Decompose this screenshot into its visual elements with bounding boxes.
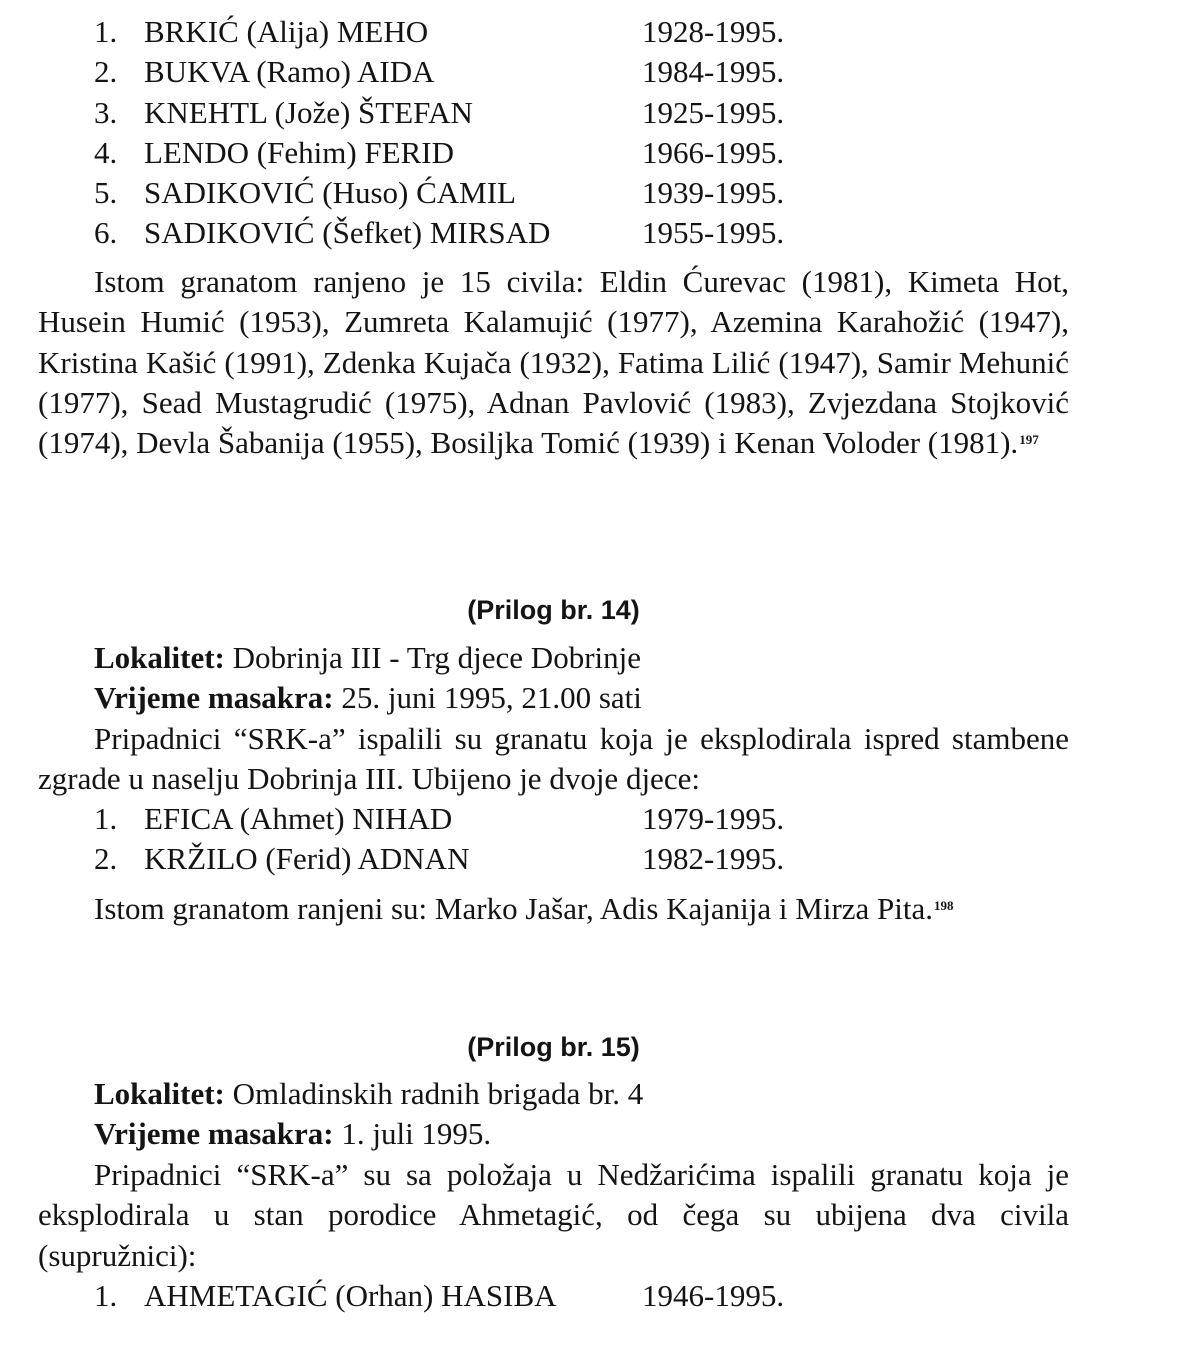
list-item-number: 6.	[94, 215, 118, 251]
list-item-years: 1982-1995.	[642, 841, 785, 877]
section-heading-15: (Prilog br. 15)	[467, 1032, 640, 1062]
list-item-years: 1955-1995.	[642, 215, 785, 251]
list-item-number: 3.	[94, 94, 118, 130]
list-item-years: 1939-1995.	[642, 175, 785, 211]
location-label: Lokalitet:	[94, 1076, 225, 1111]
location-label: Lokalitet:	[94, 640, 225, 675]
list-item-years: 1966-1995.	[642, 134, 785, 170]
location-line-14	[94, 638, 641, 678]
time-line-14	[94, 678, 642, 718]
list-item-name: BUKVA (Ramo) AIDA	[144, 54, 435, 90]
footnote-ref: 197	[1019, 432, 1039, 448]
list-item	[0, 12, 1178, 52]
list-item-name: KRŽILO (Ferid) ADNAN	[144, 841, 470, 877]
location-value: Omladinskih radnih brigada br. 4	[232, 1076, 644, 1111]
list-item-number: 2.	[94, 841, 118, 877]
victims-list-1	[0, 12, 1178, 254]
list-item	[0, 133, 1178, 173]
time-line-15	[94, 1114, 491, 1154]
list-item-years: 1946-1995.	[642, 1278, 785, 1313]
victims-list-15	[0, 1276, 1178, 1316]
footnote-ref: 198	[934, 898, 954, 913]
victims-list-14	[0, 799, 1178, 880]
list-item-number: 2.	[94, 54, 118, 90]
list-item-name: BRKIĆ (Alija) MEHO	[144, 14, 429, 49]
list-item-years: 1984-1995.	[642, 54, 785, 90]
list-item-years: 1925-1995.	[642, 94, 785, 130]
paragraph-text: Istom granatom ranjeno je 15 civila: Eldin Ćurevac (1981), Kimeta Hot, Husein Humić (1953), Zumreta Kalamujić (1977), Azemina Karahožić (1947), Kristina Kašić (1991), Zdenka Kujača (1932), Fatima Lilić (1947), Samir Mehunić (1977), Sead Mustagrudić (1975), Adnan Pavlović (1983), Zvjezdana Stojković (1974), Devla Šabanija (1955), Bosiljka Tomić (1939) i Kenan Voloder (1981).	[38, 264, 1069, 461]
list-item-name: SADIKOVIĆ (Huso) ĆAMIL	[144, 175, 516, 211]
wounded-paragraph-14	[38, 889, 1069, 929]
list-item-name: LENDO (Fehim) FERID	[144, 134, 454, 170]
location-line-15	[94, 1074, 643, 1114]
list-item-name: EFICA (Ahmet) NIHAD	[144, 801, 453, 836]
section-heading-14: (Prilog br. 14)	[467, 595, 640, 625]
list-item-number: 5.	[94, 175, 118, 211]
time-label: Vrijeme masakra:	[94, 680, 334, 715]
list-item	[0, 173, 1178, 213]
list-item-number: 4.	[94, 134, 118, 170]
list-item-name: KNEHTL (Jože) ŠTEFAN	[144, 94, 473, 130]
list-item-years: 1928-1995.	[642, 14, 785, 49]
description-paragraph-15: Pripadnici “SRK-a” su sa položaja u Nedžarićima ispalili granatu koja je eksplodirala u stan porodice Ahmetagić, od čega su ubijena dva civila (supružnici):	[38, 1157, 1069, 1273]
time-label: Vrijeme masakra:	[94, 1116, 334, 1151]
list-item	[0, 799, 1178, 839]
list-item	[0, 1276, 1178, 1316]
list-item	[0, 213, 1178, 253]
list-item-number: 1.	[94, 801, 118, 836]
list-item	[0, 52, 1178, 92]
list-item-number: 1.	[94, 1278, 118, 1313]
location-value: Dobrinja III - Trg djece Dobrinje	[232, 640, 641, 675]
time-value: 1. juli 1995.	[341, 1116, 492, 1151]
list-item	[0, 839, 1178, 879]
list-item-number: 1.	[94, 14, 118, 49]
wounded-paragraph-1	[38, 262, 1069, 463]
list-item-years: 1979-1995.	[642, 801, 785, 836]
list-item-name: AHMETAGIĆ (Orhan) HASIBA	[144, 1278, 557, 1313]
time-value: 25. juni 1995, 21.00 sati	[341, 680, 642, 715]
list-item-name: SADIKOVIĆ (Šefket) MIRSAD	[144, 215, 551, 251]
paragraph-text: Istom granatom ranjeni su: Marko Jašar, Adis Kajanija i Mirza Pita.	[94, 891, 934, 926]
description-paragraph-14: Pripadnici “SRK-a” ispalili su granatu koja je eksplodirala ispred stambene zgrade u naselju Dobrinja III. Ubijeno je dvoje djece:	[38, 721, 1069, 797]
list-item	[0, 93, 1178, 133]
